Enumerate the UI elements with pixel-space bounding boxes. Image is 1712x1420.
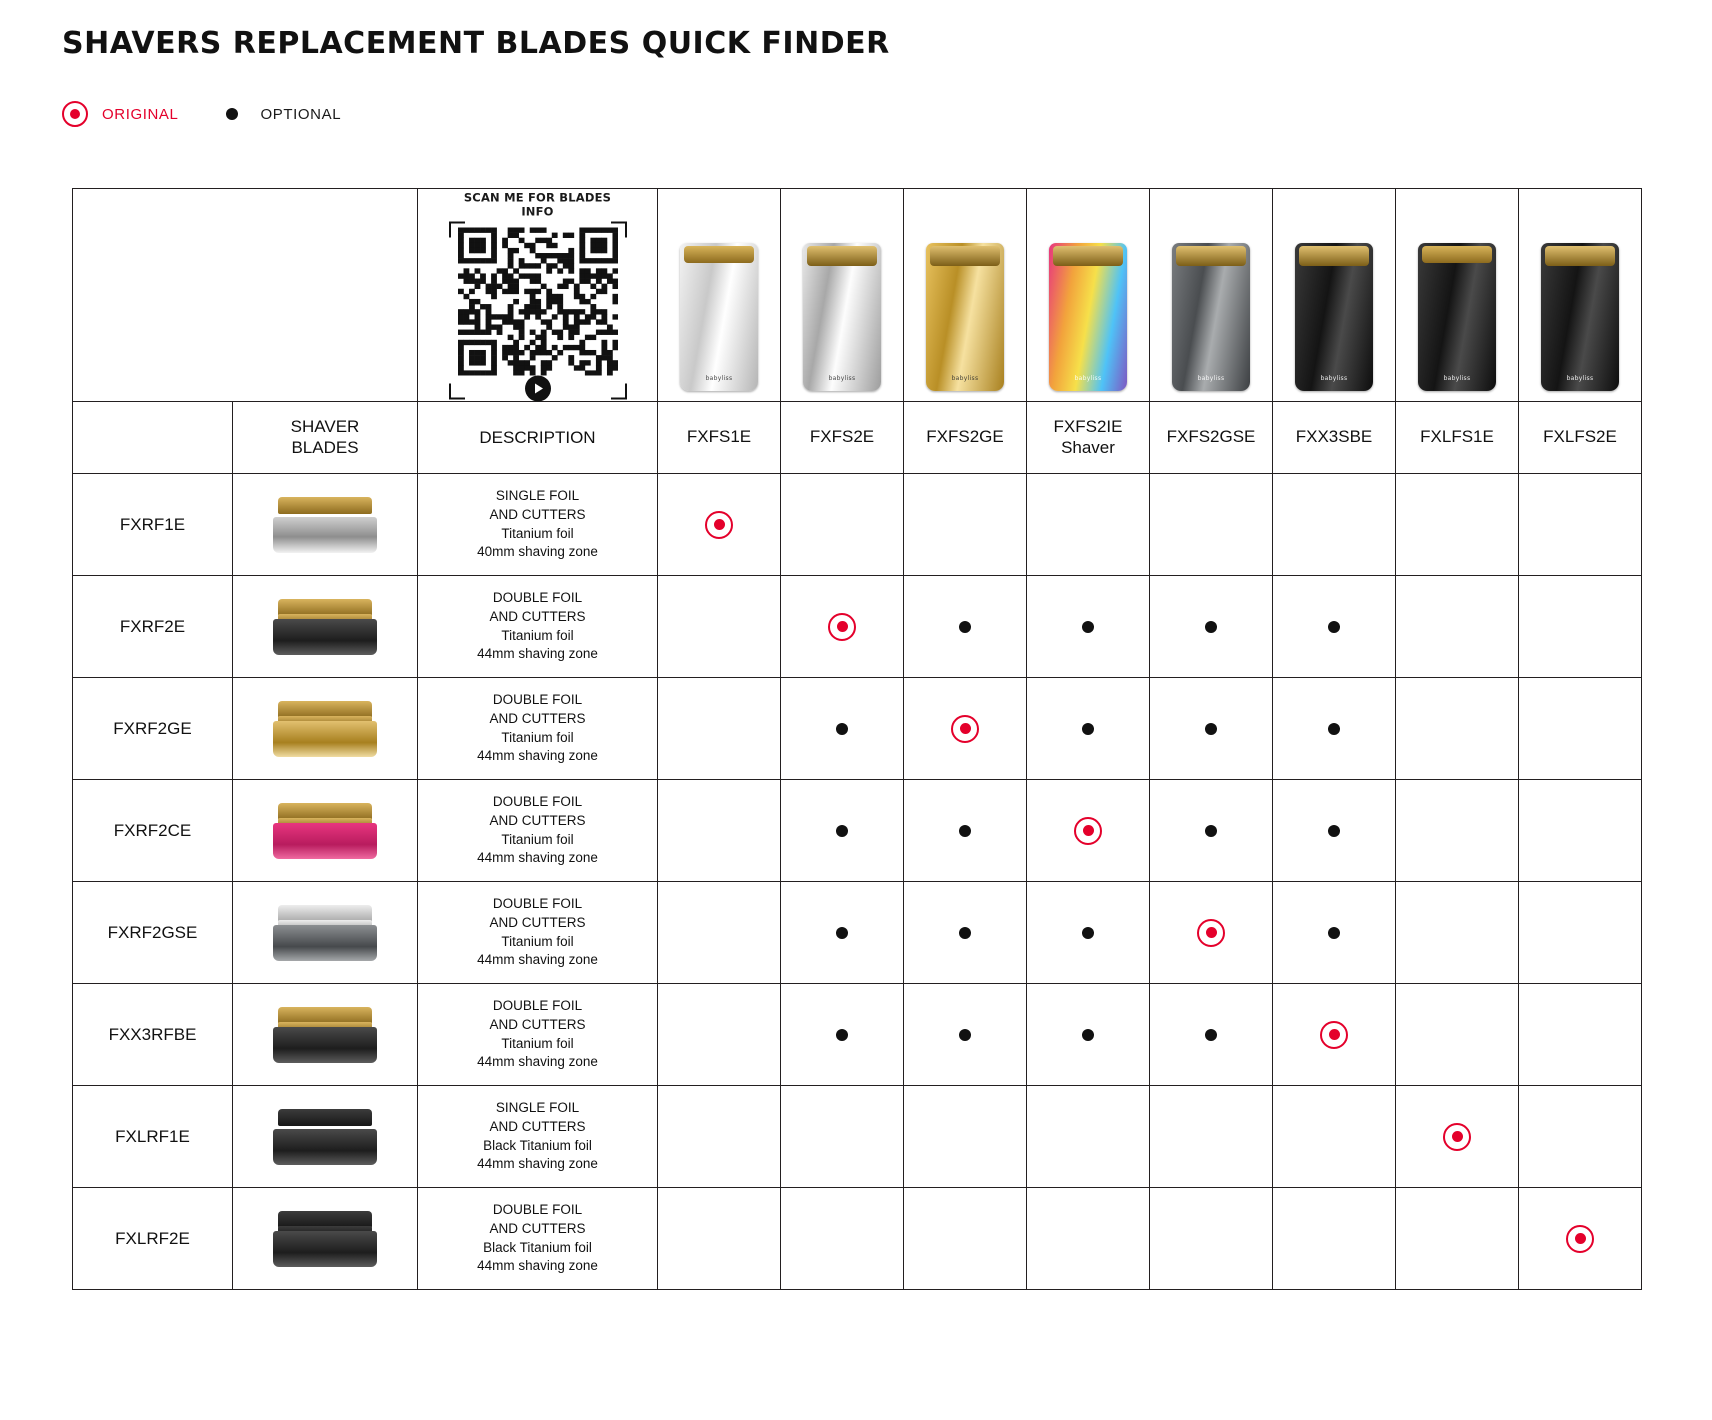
compat-cell-fxrf1e-fxfs1e bbox=[658, 474, 781, 576]
empty-marker bbox=[1396, 1034, 1397, 1035]
shaver-product-image-fxfs1e bbox=[658, 189, 781, 402]
compat-cell-fxrf2gse-fxlfs1e bbox=[1396, 882, 1519, 984]
shaver-illustration: babyliss bbox=[658, 189, 780, 401]
empty-marker bbox=[658, 1136, 659, 1137]
shaver-illustration: babyliss bbox=[904, 189, 1026, 401]
blade-illustration bbox=[233, 984, 417, 1085]
compat-cell-fxlrf2e-fxfs1e bbox=[658, 1188, 781, 1290]
blade-code-fxlrf1e: FXLRF1E bbox=[73, 1086, 233, 1188]
column-header-fxfs2gse bbox=[1150, 402, 1273, 474]
optional-marker bbox=[1205, 1029, 1217, 1041]
compat-cell-fxrf2e-fxfs1e bbox=[658, 576, 781, 678]
compat-cell-fxrf1e-fxx3sbe bbox=[1273, 474, 1396, 576]
blade-image-fxx3rfbe bbox=[233, 984, 418, 1086]
description-line: AND CUTTERS bbox=[489, 506, 586, 522]
column-header-fxfs1e bbox=[658, 402, 781, 474]
optional-marker bbox=[1328, 825, 1340, 837]
blade-illustration bbox=[233, 780, 417, 881]
table-row bbox=[73, 882, 1642, 984]
model-code: FXFS1E bbox=[686, 427, 752, 447]
column-header-description: DESCRIPTION bbox=[418, 402, 658, 474]
empty-marker bbox=[1273, 1136, 1274, 1137]
empty-marker bbox=[658, 1238, 659, 1239]
description-line: Black Titanium foil bbox=[483, 1239, 592, 1255]
description-line: 44mm shaving zone bbox=[477, 1156, 598, 1172]
empty-marker bbox=[1150, 524, 1151, 525]
empty-marker bbox=[904, 1238, 905, 1239]
compat-cell-fxrf2ge-fxfs2ge bbox=[904, 678, 1027, 780]
play-icon[interactable] bbox=[525, 376, 551, 402]
empty-marker bbox=[1396, 626, 1397, 627]
compat-cell-fxx3rfbe-fxlfs1e bbox=[1396, 984, 1519, 1086]
description-line: 44mm shaving zone bbox=[477, 1258, 598, 1274]
compat-cell-fxrf2gse-fxlfs2e bbox=[1519, 882, 1642, 984]
description-line: DOUBLE FOIL bbox=[492, 896, 583, 912]
compat-cell-fxx3rfbe-fxfs2ge bbox=[904, 984, 1027, 1086]
compat-cell-fxrf2ge-fxfs2ie bbox=[1027, 678, 1150, 780]
compat-cell-fxrf1e-fxfs2gse bbox=[1150, 474, 1273, 576]
compat-cell-fxrf2ge-fxlfs2e bbox=[1519, 678, 1642, 780]
empty-marker bbox=[1027, 1238, 1028, 1239]
model-code: FXFS2E bbox=[809, 427, 875, 447]
blade-image-fxrf2ge bbox=[233, 678, 418, 780]
empty-marker bbox=[1396, 524, 1397, 525]
optional-marker bbox=[1205, 825, 1217, 837]
compat-cell-fxrf2ge-fxfs2gse bbox=[1150, 678, 1273, 780]
empty-marker bbox=[1273, 524, 1274, 525]
table-row bbox=[73, 780, 1642, 882]
optional-marker bbox=[1082, 621, 1094, 633]
optional-marker bbox=[959, 621, 971, 633]
empty-marker bbox=[1519, 524, 1520, 525]
optional-marker bbox=[836, 723, 848, 735]
shaver-illustration: babyliss bbox=[1519, 189, 1641, 401]
model-code-sub: Shaver bbox=[1061, 437, 1115, 457]
blade-image-fxlrf1e bbox=[233, 1086, 418, 1188]
compat-cell-fxrf2ce-fxfs2ie bbox=[1027, 780, 1150, 882]
shaver-product-image-fxfs2ge bbox=[904, 189, 1027, 402]
legend-optional-label: OPTIONAL bbox=[260, 105, 342, 123]
empty-marker bbox=[1396, 728, 1397, 729]
empty-marker bbox=[658, 626, 659, 627]
empty-marker bbox=[904, 1136, 905, 1137]
table-row bbox=[73, 474, 1642, 576]
column-header-fxlfs2e bbox=[1519, 402, 1642, 474]
description-line: Titanium foil bbox=[501, 933, 574, 949]
compat-cell-fxrf2ce-fxfs2gse bbox=[1150, 780, 1273, 882]
empty-marker bbox=[904, 524, 905, 525]
compat-cell-fxx3rfbe-fxfs1e bbox=[658, 984, 781, 1086]
empty-marker bbox=[781, 524, 782, 525]
shaver-product-image-fxlfs1e bbox=[1396, 189, 1519, 402]
empty-marker bbox=[1273, 1238, 1274, 1239]
description-line: SINGLE FOIL bbox=[495, 488, 580, 504]
compat-cell-fxrf2e-fxx3sbe bbox=[1273, 576, 1396, 678]
compat-cell-fxrf2gse-fxfs2ge bbox=[904, 882, 1027, 984]
description-line: 44mm shaving zone bbox=[477, 1054, 598, 1070]
page-title: SHAVERS REPLACEMENT BLADES QUICK FINDER bbox=[62, 26, 890, 61]
optional-marker bbox=[959, 825, 971, 837]
quick-finder-table bbox=[72, 188, 1642, 1290]
blade-code-fxrf2gse: FXRF2GSE bbox=[73, 882, 233, 984]
description-line: AND CUTTERS bbox=[489, 608, 586, 624]
compat-cell-fxrf2ge-fxfs2e bbox=[781, 678, 904, 780]
qr-caption: SCAN ME FOR BLADES INFO bbox=[463, 190, 612, 219]
compat-cell-fxrf1e-fxfs2ge bbox=[904, 474, 1027, 576]
blade-description bbox=[418, 1188, 658, 1290]
original-marker bbox=[1566, 1225, 1594, 1253]
compat-cell-fxlrf2e-fxfs2gse bbox=[1150, 1188, 1273, 1290]
blade-illustration bbox=[233, 1188, 417, 1289]
compat-cell-fxrf2ce-fxlfs1e bbox=[1396, 780, 1519, 882]
empty-marker bbox=[658, 1034, 659, 1035]
column-header-shaver-blades bbox=[233, 402, 418, 474]
compat-cell-fxrf1e-fxlfs2e bbox=[1519, 474, 1642, 576]
compat-cell-fxlrf1e-fxfs2ie bbox=[1027, 1086, 1150, 1188]
column-header-fxfs2ge bbox=[904, 402, 1027, 474]
qr-frame bbox=[449, 222, 627, 400]
blade-illustration bbox=[233, 576, 417, 677]
compat-cell-fxrf2ce-fxlfs2e bbox=[1519, 780, 1642, 882]
blade-description bbox=[418, 984, 658, 1086]
optional-marker bbox=[959, 927, 971, 939]
empty-marker bbox=[1519, 932, 1520, 933]
compat-cell-fxrf2gse-fxfs2e bbox=[781, 882, 904, 984]
empty-marker bbox=[1396, 932, 1397, 933]
empty-marker bbox=[1519, 1034, 1520, 1035]
blade-code-fxrf2ge: FXRF2GE bbox=[73, 678, 233, 780]
blade-code-fxlrf2e: FXLRF2E bbox=[73, 1188, 233, 1290]
column-header-fxfs2ie bbox=[1027, 402, 1150, 474]
table-row bbox=[73, 1188, 1642, 1290]
blade-illustration bbox=[233, 1086, 417, 1187]
blade-description bbox=[418, 882, 658, 984]
empty-marker bbox=[1519, 1136, 1520, 1137]
blade-code-fxrf2ce: FXRF2CE bbox=[73, 780, 233, 882]
blade-description bbox=[418, 576, 658, 678]
compat-cell-fxx3rfbe-fxfs2gse bbox=[1150, 984, 1273, 1086]
description-line: AND CUTTERS bbox=[489, 710, 586, 726]
legend bbox=[62, 98, 341, 130]
empty-marker bbox=[658, 932, 659, 933]
original-marker bbox=[705, 511, 733, 539]
legend-original-marker bbox=[62, 101, 88, 127]
shaver-product-image-fxlfs2e bbox=[1519, 189, 1642, 402]
description-line: DOUBLE FOIL bbox=[492, 794, 583, 810]
compat-cell-fxrf2ce-fxfs2e bbox=[781, 780, 904, 882]
description-line: 40mm shaving zone bbox=[477, 544, 598, 560]
table-header-labels-row bbox=[73, 402, 1642, 474]
compat-cell-fxrf2ce-fxfs1e bbox=[658, 780, 781, 882]
column-header-fxlfs1e bbox=[1396, 402, 1519, 474]
empty-marker bbox=[781, 1136, 782, 1137]
blade-image-fxrf1e bbox=[233, 474, 418, 576]
description-line: DOUBLE FOIL bbox=[492, 590, 583, 606]
compat-cell-fxlrf2e-fxfs2ge bbox=[904, 1188, 1027, 1290]
column-header-fxx3sbe bbox=[1273, 402, 1396, 474]
optional-marker bbox=[1082, 927, 1094, 939]
compat-cell-fxrf2e-fxlfs1e bbox=[1396, 576, 1519, 678]
description-line: 44mm shaving zone bbox=[477, 850, 598, 866]
compat-cell-fxrf2ge-fxlfs1e bbox=[1396, 678, 1519, 780]
compat-cell-fxrf2ge-fxx3sbe bbox=[1273, 678, 1396, 780]
compat-cell-fxrf1e-fxfs2e bbox=[781, 474, 904, 576]
original-marker bbox=[828, 613, 856, 641]
model-code: FXFS2GE bbox=[926, 427, 1004, 447]
optional-marker bbox=[959, 1029, 971, 1041]
description-line: 44mm shaving zone bbox=[477, 952, 598, 968]
original-marker bbox=[1074, 817, 1102, 845]
compat-cell-fxlrf1e-fxfs2ge bbox=[904, 1086, 1027, 1188]
empty-marker bbox=[1150, 1136, 1151, 1137]
compat-cell-fxlrf1e-fxlfs2e bbox=[1519, 1086, 1642, 1188]
blade-description bbox=[418, 1086, 658, 1188]
compat-cell-fxrf2e-fxfs2e bbox=[781, 576, 904, 678]
blade-illustration bbox=[233, 882, 417, 983]
compat-cell-fxrf2e-fxfs2gse bbox=[1150, 576, 1273, 678]
table-row bbox=[73, 678, 1642, 780]
shaver-illustration: babyliss bbox=[1150, 189, 1272, 401]
table-row bbox=[73, 1086, 1642, 1188]
empty-marker bbox=[1027, 1136, 1028, 1137]
description-line: DOUBLE FOIL bbox=[492, 1202, 583, 1218]
compat-cell-fxlrf2e-fxx3sbe bbox=[1273, 1188, 1396, 1290]
shaver-blades-line1: SHAVER bbox=[290, 417, 360, 437]
blade-code-fxx3rfbe: FXX3RFBE bbox=[73, 984, 233, 1086]
compat-cell-fxrf2gse-fxfs2gse bbox=[1150, 882, 1273, 984]
compat-cell-fxrf1e-fxlfs1e bbox=[1396, 474, 1519, 576]
blade-image-fxrf2e bbox=[233, 576, 418, 678]
optional-marker bbox=[1205, 621, 1217, 633]
shaver-illustration: babyliss bbox=[1273, 189, 1395, 401]
header-blank-cell bbox=[73, 189, 418, 402]
compat-cell-fxlrf2e-fxlfs2e bbox=[1519, 1188, 1642, 1290]
shaver-illustration: babyliss bbox=[1396, 189, 1518, 401]
empty-marker bbox=[781, 1238, 782, 1239]
optional-marker bbox=[1205, 723, 1217, 735]
optional-marker bbox=[1328, 621, 1340, 633]
empty-marker bbox=[658, 728, 659, 729]
table-header-images-row bbox=[73, 189, 1642, 402]
compat-cell-fxrf2gse-fxfs1e bbox=[658, 882, 781, 984]
empty-marker bbox=[1396, 1238, 1397, 1239]
column-header-fxfs2e bbox=[781, 402, 904, 474]
compat-cell-fxrf2ce-fxx3sbe bbox=[1273, 780, 1396, 882]
blade-code-fxrf2e: FXRF2E bbox=[73, 576, 233, 678]
original-marker bbox=[1320, 1021, 1348, 1049]
model-code: FXLFS1E bbox=[1420, 427, 1494, 447]
compat-cell-fxlrf2e-fxlfs1e bbox=[1396, 1188, 1519, 1290]
optional-marker bbox=[836, 1029, 848, 1041]
description-line: 44mm shaving zone bbox=[477, 748, 598, 764]
shaver-product-image-fxx3sbe bbox=[1273, 189, 1396, 402]
compat-cell-fxx3rfbe-fxx3sbe bbox=[1273, 984, 1396, 1086]
optional-marker bbox=[836, 927, 848, 939]
qr-code-icon[interactable] bbox=[458, 228, 618, 376]
original-marker bbox=[1443, 1123, 1471, 1151]
empty-marker bbox=[1150, 1238, 1151, 1239]
compat-cell-fxx3rfbe-fxfs2e bbox=[781, 984, 904, 1086]
compat-cell-fxlrf1e-fxfs1e bbox=[658, 1086, 781, 1188]
header-corner-cell bbox=[73, 402, 233, 474]
description-line: Titanium foil bbox=[501, 729, 574, 745]
optional-marker bbox=[1082, 1029, 1094, 1041]
description-line: AND CUTTERS bbox=[489, 1118, 586, 1134]
empty-marker bbox=[658, 830, 659, 831]
description-line: DOUBLE FOIL bbox=[492, 692, 583, 708]
shaver-illustration: babyliss bbox=[781, 189, 903, 401]
blade-image-fxlrf2e bbox=[233, 1188, 418, 1290]
blade-illustration bbox=[233, 474, 417, 575]
optional-marker bbox=[1328, 927, 1340, 939]
description-line: SINGLE FOIL bbox=[495, 1100, 580, 1116]
model-code: FXLFS2E bbox=[1543, 427, 1617, 447]
original-marker bbox=[1197, 919, 1225, 947]
compat-cell-fxx3rfbe-fxfs2ie bbox=[1027, 984, 1150, 1086]
model-code: FXFS2IE bbox=[1053, 417, 1123, 437]
compat-cell-fxlrf2e-fxfs2e bbox=[781, 1188, 904, 1290]
shaver-illustration: babyliss bbox=[1027, 189, 1149, 401]
blade-code-fxrf1e: FXRF1E bbox=[73, 474, 233, 576]
compat-cell-fxrf2e-fxlfs2e bbox=[1519, 576, 1642, 678]
compat-cell-fxlrf1e-fxfs2gse bbox=[1150, 1086, 1273, 1188]
table-row bbox=[73, 984, 1642, 1086]
optional-marker bbox=[836, 825, 848, 837]
description-line: DOUBLE FOIL bbox=[492, 998, 583, 1014]
compat-cell-fxlrf1e-fxlfs1e bbox=[1396, 1086, 1519, 1188]
blade-image-fxrf2ce bbox=[233, 780, 418, 882]
empty-marker bbox=[1519, 626, 1520, 627]
blade-description bbox=[418, 474, 658, 576]
description-line: AND CUTTERS bbox=[489, 914, 586, 930]
compat-cell-fxrf2e-fxfs2ge bbox=[904, 576, 1027, 678]
model-code: FXX3SBE bbox=[1295, 427, 1373, 447]
description-line: Titanium foil bbox=[501, 525, 574, 541]
compat-cell-fxlrf1e-fxx3sbe bbox=[1273, 1086, 1396, 1188]
shaver-product-image-fxfs2e bbox=[781, 189, 904, 402]
empty-marker bbox=[1396, 830, 1397, 831]
compat-cell-fxrf2ce-fxfs2ge bbox=[904, 780, 1027, 882]
legend-original-label: ORIGINAL bbox=[102, 105, 179, 123]
description-line: Titanium foil bbox=[501, 627, 574, 643]
shaver-blades-line2: BLADES bbox=[291, 437, 359, 457]
optional-marker bbox=[1328, 723, 1340, 735]
compat-cell-fxrf1e-fxfs2ie bbox=[1027, 474, 1150, 576]
description-line: AND CUTTERS bbox=[489, 812, 586, 828]
compat-cell-fxrf2gse-fxx3sbe bbox=[1273, 882, 1396, 984]
empty-marker bbox=[1519, 728, 1520, 729]
description-line: Black Titanium foil bbox=[483, 1137, 592, 1153]
description-line: AND CUTTERS bbox=[489, 1220, 586, 1236]
compat-cell-fxrf2ge-fxfs1e bbox=[658, 678, 781, 780]
compat-cell-fxlrf1e-fxfs2e bbox=[781, 1086, 904, 1188]
optional-marker bbox=[1082, 723, 1094, 735]
blade-description bbox=[418, 678, 658, 780]
empty-marker bbox=[1027, 524, 1028, 525]
empty-marker bbox=[1519, 830, 1520, 831]
shaver-product-image-fxfs2ie bbox=[1027, 189, 1150, 402]
compat-cell-fxlrf2e-fxfs2ie bbox=[1027, 1188, 1150, 1290]
shaver-product-image-fxfs2gse bbox=[1150, 189, 1273, 402]
description-line: Titanium foil bbox=[501, 831, 574, 847]
original-marker bbox=[951, 715, 979, 743]
blade-image-fxrf2gse bbox=[233, 882, 418, 984]
description-line: 44mm shaving zone bbox=[477, 646, 598, 662]
blade-description bbox=[418, 780, 658, 882]
qr-code-cell[interactable] bbox=[418, 189, 658, 402]
description-line: Titanium foil bbox=[501, 1035, 574, 1051]
compat-cell-fxx3rfbe-fxlfs2e bbox=[1519, 984, 1642, 1086]
description-line: AND CUTTERS bbox=[489, 1016, 586, 1032]
compat-cell-fxrf2gse-fxfs2ie bbox=[1027, 882, 1150, 984]
legend-optional-marker bbox=[226, 108, 238, 120]
table-row bbox=[73, 576, 1642, 678]
model-code: FXFS2GSE bbox=[1166, 427, 1256, 447]
quick-finder-table-wrapper bbox=[72, 188, 1637, 1290]
compat-cell-fxrf2e-fxfs2ie bbox=[1027, 576, 1150, 678]
blade-illustration bbox=[233, 678, 417, 779]
